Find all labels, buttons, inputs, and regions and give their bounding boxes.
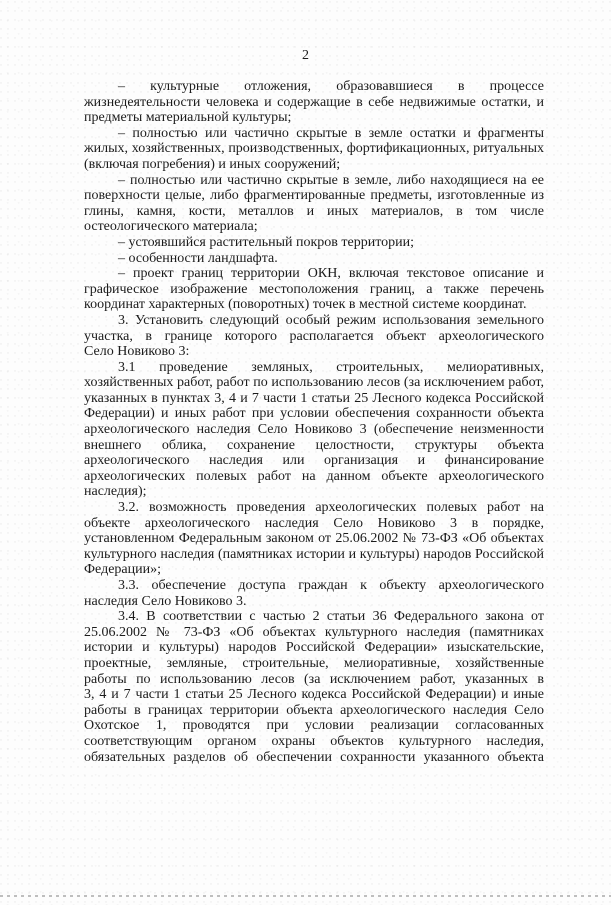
text-line: поверхности целые, либо фрагментированные предметы, изготовленные из <box>84 188 544 204</box>
page-number: 2 <box>302 48 309 63</box>
text-line: 3.3. обеспечение доступа граждан к объекту археологического <box>118 578 544 593</box>
text-line: жизнедеятельности человека и содержащие в себе недвижимые остатки, и <box>84 94 544 110</box>
text-line: 3.1 проведение земляных, строительных, мелиоративных, <box>118 359 544 375</box>
text-line: – особенности ландшафта. <box>118 250 278 266</box>
text-line: – устоявшийся растительный покров территории; <box>118 234 415 250</box>
text-line: – полностью или частично скрытые в земле, либо находящиеся на ее <box>118 172 544 188</box>
text-line: хозяйственных работ, работ по использованию лесов (за исключением работ, <box>84 375 544 391</box>
text-line: установленном Федеральным законом от 25.06.2002 № 73-ФЗ «Об объектах <box>84 531 544 547</box>
text-line: соответствующим органом охраны объектов культурного наследия, <box>84 733 544 749</box>
text-line: 3.4. В соответствии с частью 2 статьи 36 Федерального закона от <box>118 609 544 625</box>
text-line: археологического наследия Село Новиково 3 (обеспечение неизменности <box>84 422 544 438</box>
text-line: наследия Село Новиково 3. <box>84 593 247 609</box>
text-line: предметы материальной культуры; <box>84 110 292 126</box>
text-line: 3, 4 и 7 части 1 статьи 25 Лесного кодекса Российской Федерации) и иные <box>84 687 544 703</box>
text-line: обязательных разделов об обеспечении сохранности указанного объекта <box>84 749 544 765</box>
text-line: Федерации»; <box>84 562 162 578</box>
text-line: культурного наследия (памятниках истории и культуры) народов Российской <box>84 546 544 562</box>
text-line: проектные, земляные, строительные, мелиоративные, хозяйственные <box>84 655 544 671</box>
text-line: Федерации) и иных работ при условии обеспечения сохранности объекта <box>84 406 544 422</box>
text-line: работы по использованию лесов (за исключением работ, указанных в <box>84 671 544 687</box>
scan-edge <box>0 895 611 897</box>
text-line: работы в границах территории объекта археологического наследия Село <box>84 702 544 718</box>
text-line: 25.06.2002 № 73-ФЗ «Об объектах культурного наследия (памятниках <box>84 624 544 640</box>
text-line: – полностью или частично скрытые в земле остатки и фрагменты <box>118 125 544 141</box>
text-line: 3.2. возможность проведения археологических полевых работ на <box>118 500 544 516</box>
text-line: координат характерных (поворотных) точек в местной системе координат. <box>84 297 527 313</box>
text-line: наследия); <box>84 484 147 500</box>
text-line: археологического наследия или организация и финансирование <box>84 453 544 469</box>
text-line: остеологического материала; <box>84 219 258 235</box>
text-line: истории и культуры) народов Российской Федерации» изыскательские, <box>84 640 544 656</box>
text-line: глины, камня, кости, металлов и иных материалов, в том числе <box>84 203 544 219</box>
text-line: Охотское 1, проводятся при условии реализации согласованных <box>84 718 544 734</box>
text-line: Село Новиково 3: <box>84 344 190 360</box>
text-line: указанных в пунктах 3, 4 и 7 части 1 статьи 25 Лесного кодекса Российской <box>84 390 544 406</box>
text-line: жилых, хозяйственных, производственных, фортификационных, ритуальных <box>84 141 544 157</box>
text-line: – проект границ территории ОКН, включая текстовое описание и <box>118 266 544 282</box>
text-line: внешнего облика, сохранение целостности, структуры объекта <box>84 437 544 453</box>
text-line: объекте археологического наследия Село Новиково 3 в порядке, <box>84 515 544 531</box>
text-line: графическое изображение местоположения границ, а также перечень <box>84 281 544 297</box>
document-body <box>84 79 544 765</box>
text-line: археологических полевых работ на данном объекте археологического <box>84 468 544 484</box>
text-line: (включая погребения) и иных сооружений; <box>84 156 341 172</box>
text-line: – культурные отложения, образовавшиеся в процессе <box>118 79 544 94</box>
text-line: 3. Установить следующий особый режим использования земельного <box>118 312 544 328</box>
text-line: участка, в границе которого располагается объект археологического <box>84 328 544 344</box>
